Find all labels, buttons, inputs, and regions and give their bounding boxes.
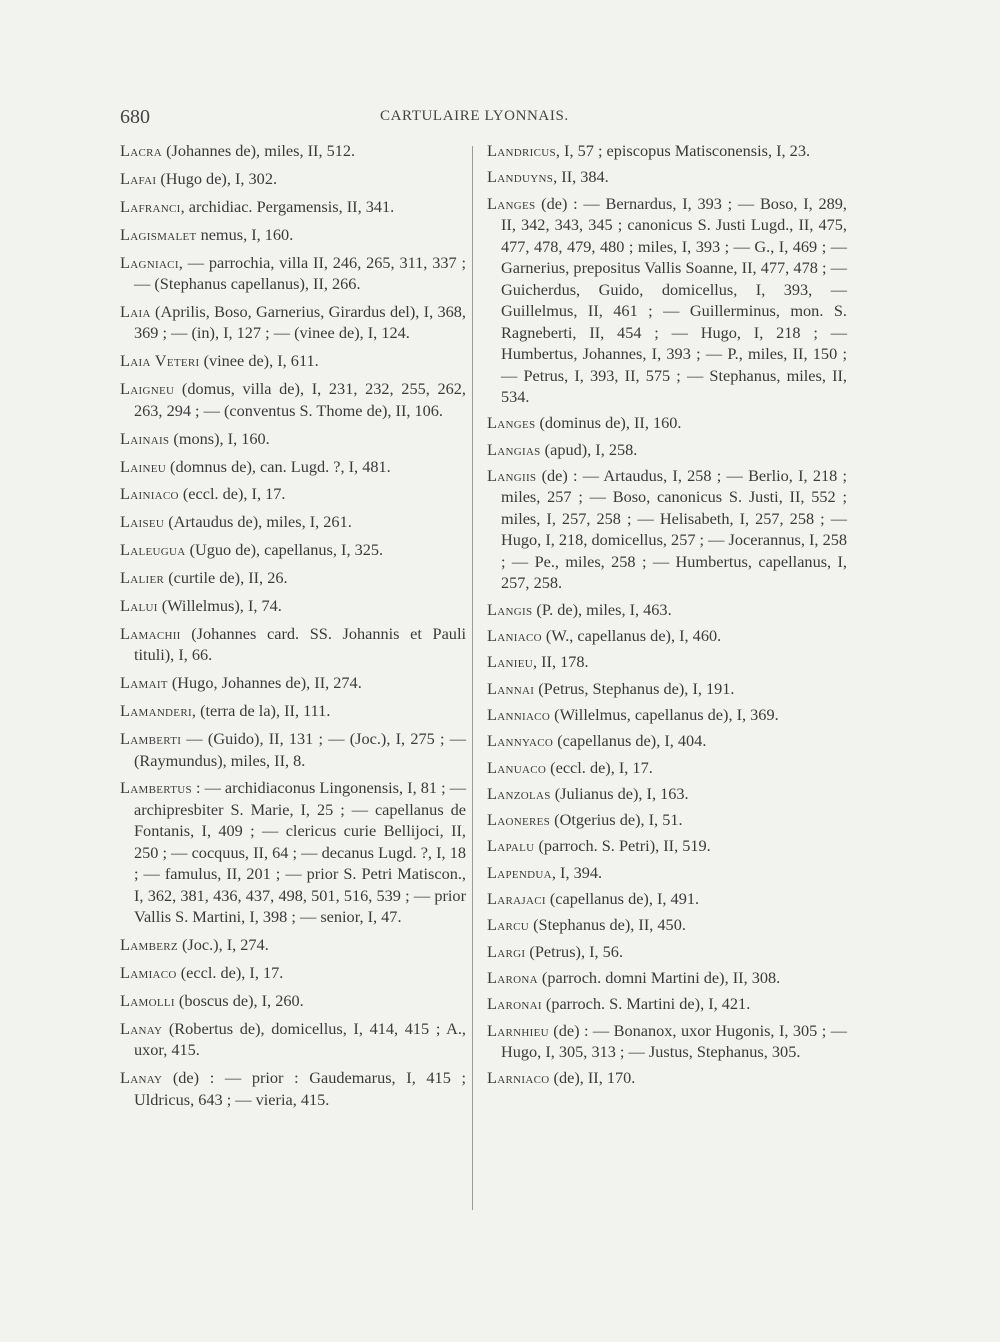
entry-headword: Lamanderi	[120, 701, 192, 721]
entry-headword: Lamachii	[120, 623, 181, 643]
entry-headword: Lapendua	[487, 862, 552, 882]
entry-headword: Lanuaco	[487, 757, 547, 777]
index-entry	[120, 301, 466, 344]
index-entry	[487, 678, 847, 700]
entry-references: (parroch. S. Martini de), I, 421.	[541, 994, 751, 1014]
index-entry	[120, 623, 466, 666]
entry-references: nemus, I, 160.	[196, 224, 294, 244]
entry-headword: Lainais	[120, 428, 170, 448]
entry-headword: Lagismalet	[120, 224, 197, 244]
index-entry	[120, 456, 466, 478]
entry-references: (de) : — prior : Gaudemarus, I, 415 ; Uldricus, 643 ; — vieria, 415.	[134, 1068, 466, 1109]
entry-headword: Laniaco	[487, 626, 542, 646]
running-head: CARTULAIRE LYONNAIS.	[380, 108, 569, 124]
index-entry	[120, 595, 466, 617]
entry-headword: Lanay	[120, 1068, 163, 1088]
index-entry	[487, 599, 847, 621]
entry-headword: Landricus	[487, 141, 556, 160]
index-entry	[120, 728, 466, 771]
entry-references: (Petrus, Stephanus de), I, 191.	[534, 678, 735, 698]
entry-references: , — parrochia, villa II, 246, 265, 311, 337 ; — (Stephanus capellanus), II, 266.	[134, 252, 466, 294]
entry-headword: Langes	[487, 413, 536, 433]
entry-references: , archidiac. Pergamensis, II, 341.	[180, 196, 395, 216]
entry-references: (eccl. de), I, 17.	[178, 484, 286, 504]
index-entry	[120, 511, 466, 533]
index-entry	[120, 224, 466, 246]
entry-headword: Laigneu	[120, 379, 175, 399]
entry-headword: Larcu	[487, 915, 530, 935]
entry-headword: Larnhieu	[487, 1020, 549, 1040]
entry-references: , (terra de la), II, 111.	[191, 701, 331, 721]
entry-references: (dominus de), II, 160.	[535, 413, 682, 433]
index-entry	[120, 428, 466, 450]
entry-references: (vinee de), I, 611.	[199, 351, 319, 371]
entry-references: : — archidiaconus Lingonensis, I, 81 ; — archipresbiter S. Marie, I, 25 ; — capellanus de Fontanis, I, 409 ; — clericus curie Bellijoci, II, 250 ; — cocquus, II, 64 ; — decanus Lugd. ?, I, 18 ; — famulus, II, 201 ; — prior S. Petri Matiscon., I, 362, 381, 436, 437, 498, 501, 516, 539 ; — prior Vallis S. Martini, I, 398 ; — senior, I, 47.	[134, 778, 466, 927]
entry-headword: Lainiaco	[120, 484, 179, 504]
index-entry	[487, 941, 847, 963]
entry-headword: Larajaci	[487, 889, 546, 909]
entry-references: (curtile de), II, 26.	[164, 568, 288, 588]
entry-references: (Petrus), I, 56.	[525, 941, 624, 961]
entry-headword: Laiseu	[120, 512, 165, 532]
entry-headword: Langes	[487, 193, 536, 213]
index-entry	[120, 378, 466, 421]
index-entry	[120, 934, 466, 956]
entry-headword: Larona	[487, 967, 538, 987]
entry-headword: Langis	[487, 599, 533, 619]
entry-references: (P. de), miles, I, 463.	[532, 599, 672, 619]
entry-references: (Julianus de), I, 163.	[550, 783, 689, 803]
entry-headword: Lannai	[487, 678, 535, 698]
index-entry	[487, 465, 847, 594]
entry-references: — (Guido), II, 131 ; — (Joc.), I, 275 ; — (Raymundus), miles, II, 8.	[134, 729, 466, 770]
entry-headword: Lamberz	[120, 935, 178, 955]
entry-headword: Langiis	[487, 465, 537, 485]
index-entry	[487, 914, 847, 936]
entry-headword: Laia	[120, 301, 151, 321]
entry-references: , I, 57 ; episcopus Matisconensis, I, 23.	[555, 141, 811, 160]
entry-references: (domnus de), can. Lugd. ?, I, 481.	[165, 456, 391, 476]
entry-references: (de) : — Bonanox, uxor Hugonis, I, 305 ; — Hugo, I, 305, 313 ; — Justus, Stephanus, 305.	[501, 1020, 847, 1062]
entry-headword: Lanay	[120, 1018, 163, 1038]
index-entry	[120, 140, 466, 162]
entry-references: (Willelmus), I, 74.	[157, 595, 282, 615]
entry-references: (Hugo de), I, 302.	[156, 168, 278, 188]
page-number: 680	[120, 106, 150, 128]
index-entry	[120, 567, 466, 589]
entry-headword: Laleugua	[120, 540, 186, 560]
index-entry	[487, 412, 847, 434]
index-entry	[120, 350, 466, 372]
index-entry	[487, 166, 847, 188]
entry-references: (parroch. S. Petri), II, 519.	[534, 836, 711, 856]
entry-headword: Lafranci	[120, 196, 181, 216]
entry-references: (Stephanus de), II, 450.	[529, 915, 686, 935]
entry-references: (Aprilis, Boso, Garnerius, Girardus del), I, 368, 369 ; — (in), I, 127 ; — (vinee de), I, 124.	[134, 301, 466, 343]
entry-references: (parroch. domni Martini de), II, 308.	[537, 967, 781, 987]
entry-headword: Lanieu	[487, 652, 533, 672]
entry-headword: Lamiaco	[120, 963, 177, 983]
index-entry	[120, 539, 466, 561]
index-entry	[120, 672, 466, 694]
index-entry	[487, 1067, 847, 1089]
index-entry	[487, 783, 847, 805]
entry-references: (Johannes de), miles, II, 512.	[162, 141, 356, 160]
index-entry	[120, 1067, 466, 1110]
index-entry	[487, 625, 847, 647]
index-entry	[487, 888, 847, 910]
entry-references: , II, 178.	[532, 652, 589, 672]
right-column	[487, 140, 847, 1094]
entry-references: (de) : — Bernardus, I, 393 ; — Boso, I, 289, II, 342, 343, 345 ; canonicus S. Justi Lugd., II, 475, 477, 478, 479, 480 ; miles, I, 393 ; — G., I, 469 ; — Garnerius, prepositus Vallis Soanne, II, 477, 478 ; — Guicherdus, Guido, domicellus, I, 393, — Guillelmus, II, 461 ; — Guillerminus, mon. S. Ragneberti, II, 454 ; — Hugo, I, 218 ; — Humbertus, Johannes, I, 393 ; — P., miles, II, 150 ; — Petrus, I, 393, II, 575 ; — Stephanus, miles, II, 534.	[501, 193, 847, 407]
entry-headword: Laia Veteri	[120, 351, 200, 371]
index-entry	[487, 862, 847, 884]
entry-headword: Laronai	[487, 994, 542, 1014]
entry-headword: Larniaco	[487, 1068, 550, 1088]
index-entry	[120, 196, 466, 218]
index-entry	[487, 967, 847, 989]
entry-headword: Lalui	[120, 595, 158, 615]
index-entry	[120, 1018, 466, 1061]
entry-references: (capellanus de), I, 491.	[545, 889, 700, 909]
index-entry	[120, 700, 466, 722]
column-divider	[472, 146, 473, 1210]
entry-references: (Uguo de), capellanus, I, 325.	[185, 540, 384, 560]
entry-headword: Lalier	[120, 568, 165, 588]
entry-headword: Lannyaco	[487, 731, 554, 751]
entry-headword: Lacra	[120, 141, 163, 160]
index-entry	[487, 140, 847, 162]
entry-headword: Lambertus	[120, 778, 192, 798]
entry-references: (domus, villa de), I, 231, 232, 255, 262, 263, 294 ; — (conventus S. Thome de), II, 106.	[134, 379, 466, 420]
index-entry	[487, 730, 847, 752]
entry-references: (de), II, 170.	[549, 1068, 636, 1088]
entry-references: (Robertus de), domicellus, I, 414, 415 ; A., uxor, 415.	[134, 1018, 466, 1060]
entry-references: (Willelmus, capellanus de), I, 369.	[550, 704, 779, 724]
index-entry	[120, 777, 466, 928]
entry-headword: Lamait	[120, 673, 168, 693]
left-column	[120, 140, 466, 1117]
entry-references: (capellanus de), I, 404.	[553, 731, 707, 751]
entry-headword: Laineu	[120, 456, 166, 476]
entry-headword: Landuyns	[487, 167, 554, 187]
index-entry	[120, 962, 466, 984]
entry-headword: Largi	[487, 941, 526, 961]
entry-references: (de) : — Artaudus, I, 258 ; — Berlio, I, 218 ; miles, 257 ; — Boso, canonicus S. Justi, II, 552 ; miles, I, 257, 258 ; — Helisabeth, I, 257, 258 ; — Hugo, I, 218, domicellus, 257 ; — Jocerannus, I, 258 ; — Pe., miles, 258 ; — Humbertus, capellanus, I, 257, 258.	[501, 465, 847, 593]
index-entry	[487, 1020, 847, 1063]
entry-headword: Lanzolas	[487, 783, 551, 803]
index-entry	[487, 809, 847, 831]
entry-headword: Langias	[487, 439, 541, 459]
entry-references: (Joc.), I, 274.	[177, 935, 269, 955]
entry-references: (Otgerius de), I, 51.	[550, 810, 683, 830]
entry-references: , II, 384.	[553, 167, 609, 187]
index-entry	[487, 835, 847, 857]
entry-references: (eccl. de), I, 17.	[176, 963, 284, 983]
entry-headword: Lagniaci	[120, 252, 179, 272]
index-entry	[487, 439, 847, 461]
index-entry	[120, 168, 466, 190]
index-entry	[120, 990, 466, 1012]
index-entry	[487, 757, 847, 779]
entry-references: (W., capellanus de), I, 460.	[541, 626, 722, 646]
index-entry	[487, 651, 847, 673]
entry-headword: Lapalu	[487, 836, 535, 856]
entry-headword: Lamolli	[120, 991, 175, 1011]
entry-references: (mons), I, 160.	[169, 428, 270, 448]
entry-references: (apud), I, 258.	[540, 439, 638, 459]
index-entry	[487, 193, 847, 408]
entry-headword: Lanniaco	[487, 704, 551, 724]
entry-references: (Hugo, Johannes de), II, 274.	[167, 673, 362, 693]
entry-references: (boscus de), I, 260.	[174, 991, 304, 1011]
index-entry	[487, 993, 847, 1015]
index-entry	[487, 704, 847, 726]
entry-headword: Laoneres	[487, 810, 551, 830]
entry-references: (eccl. de), I, 17.	[546, 757, 653, 777]
entry-references: (Johannes card. SS. Johannis et Pauli tituli), I, 66.	[134, 623, 466, 665]
entry-references: (Artaudus de), miles, I, 261.	[164, 512, 352, 532]
index-entry	[120, 252, 466, 295]
entry-headword: Lamberti	[120, 729, 182, 749]
entry-headword: Lafai	[120, 168, 157, 188]
index-entry	[120, 483, 466, 505]
entry-references: , I, 394.	[551, 862, 603, 882]
